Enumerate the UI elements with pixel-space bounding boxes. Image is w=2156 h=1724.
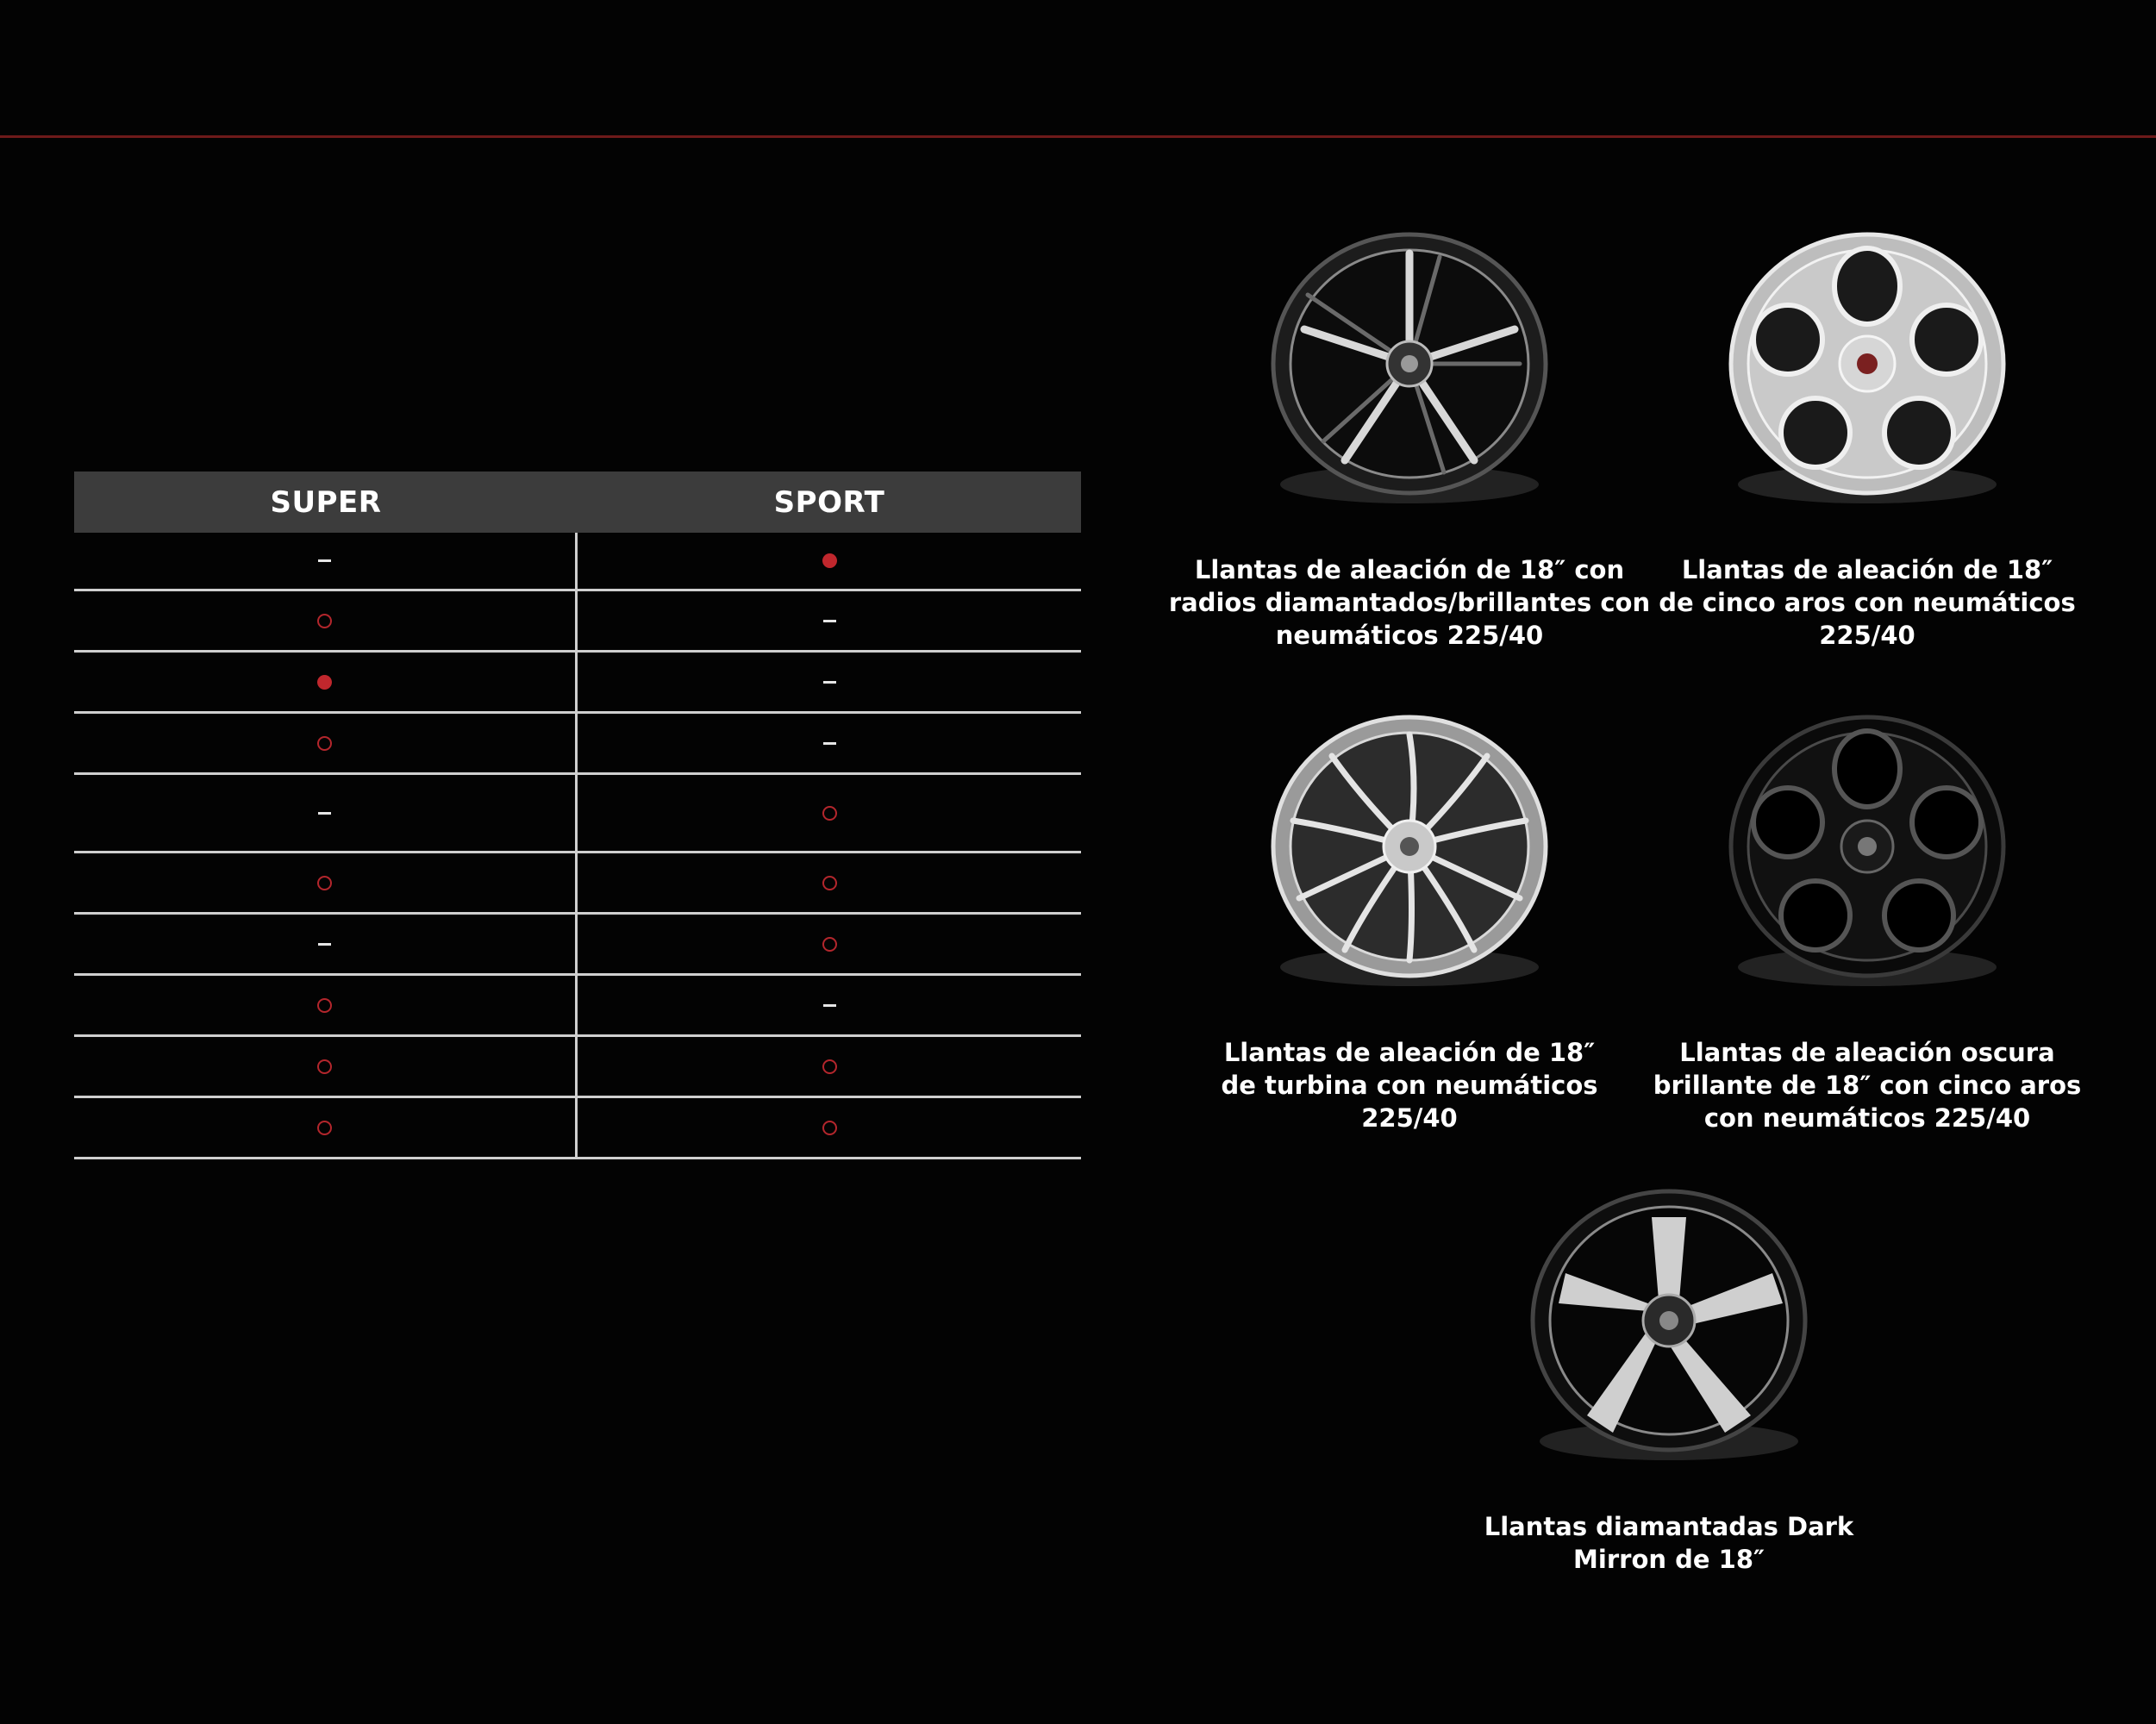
cell-super xyxy=(74,976,578,1034)
table-row xyxy=(74,1037,1081,1098)
optional-circle-icon xyxy=(317,614,332,628)
wheel-card-4 xyxy=(1626,709,2109,1134)
cell-sport xyxy=(578,533,1081,589)
table-row xyxy=(74,976,1081,1037)
cell-sport xyxy=(578,1098,1081,1157)
column-header-sport: SPORT xyxy=(773,484,885,520)
table-header xyxy=(74,472,1081,533)
cell-sport xyxy=(578,653,1081,711)
cell-super xyxy=(74,653,578,711)
optional-circle-icon xyxy=(822,876,837,890)
cell-super xyxy=(74,915,578,973)
table-row xyxy=(74,915,1081,976)
five-ring-silver-wheel-icon xyxy=(1703,226,2031,519)
table-row xyxy=(74,1098,1081,1159)
cell-super xyxy=(74,591,578,650)
cell-sport xyxy=(578,976,1081,1034)
five-ring-dark-wheel-icon xyxy=(1703,709,2031,1002)
table-row xyxy=(74,653,1081,714)
wheel-caption-2: Llantas de aleación de 18″ de cinco aros con neumáticos 225/40 xyxy=(1659,555,2076,650)
table-row xyxy=(74,533,1081,591)
not-available-dash-icon xyxy=(823,620,836,622)
cell-super xyxy=(74,775,578,851)
cell-sport xyxy=(578,714,1081,772)
wheel-graphic xyxy=(1505,1183,1833,1476)
wheel-card-2 xyxy=(1626,226,2109,652)
table-body xyxy=(74,533,1081,1159)
optional-circle-icon xyxy=(822,1121,837,1135)
table-row xyxy=(74,714,1081,775)
cell-sport xyxy=(578,915,1081,973)
table-row xyxy=(74,775,1081,853)
cell-super xyxy=(74,853,578,912)
column-header-super: SUPER xyxy=(270,484,382,520)
wheel-caption-5: Llantas diamantadas Dark Mirron de 18″ xyxy=(1484,1512,1854,1574)
cell-sport xyxy=(578,1037,1081,1096)
not-available-dash-icon xyxy=(823,742,836,745)
top-divider-line xyxy=(0,135,2156,138)
wheel-caption-3: Llantas de aleación de 18″ de turbina con neumáticos 225/40 xyxy=(1221,1038,1598,1133)
not-available-dash-icon xyxy=(823,1004,836,1007)
standard-dot-icon xyxy=(822,553,837,568)
standard-dot-icon xyxy=(317,675,332,690)
wheel-card-3 xyxy=(1168,709,1651,1134)
wheel-graphic xyxy=(1703,709,2031,1002)
wheel-graphic xyxy=(1246,226,1573,519)
not-available-dash-icon xyxy=(823,681,836,684)
turbine-silver-wheel-icon xyxy=(1246,709,1573,1002)
cell-super xyxy=(74,533,578,589)
optional-circle-icon xyxy=(317,1121,332,1135)
table-row xyxy=(74,853,1081,915)
cell-super xyxy=(74,714,578,772)
cell-sport xyxy=(578,591,1081,650)
optional-circle-icon xyxy=(822,806,837,821)
optional-circle-icon xyxy=(317,998,332,1013)
trim-equipment-table xyxy=(74,472,1081,1159)
cell-sport xyxy=(578,775,1081,851)
optional-circle-icon xyxy=(317,876,332,890)
wheel-graphic xyxy=(1703,226,2031,519)
split-spoke-diamond-cut-wheel-icon xyxy=(1246,226,1573,519)
wheel-caption-4: Llantas de aleación oscura brillante de 18″ con cinco aros con neumáticos 225/40 xyxy=(1653,1038,2082,1133)
table-row xyxy=(74,591,1081,653)
optional-circle-icon xyxy=(317,1059,332,1074)
not-available-dash-icon xyxy=(318,812,331,815)
wheel-card-5 xyxy=(1428,1183,1910,1576)
optional-circle-icon xyxy=(822,937,837,952)
wheel-caption-1: Llantas de aleación de 18″ con radios diamantados/brillantes con neumáticos 225/40 xyxy=(1168,555,1651,650)
cell-super xyxy=(74,1037,578,1096)
wheel-graphic xyxy=(1246,709,1573,1002)
not-available-dash-icon xyxy=(318,559,331,562)
optional-circle-icon xyxy=(317,736,332,751)
not-available-dash-icon xyxy=(318,943,331,946)
dark-mirron-wheel-icon xyxy=(1505,1183,1833,1476)
optional-circle-icon xyxy=(822,1059,837,1074)
wheel-card-1 xyxy=(1168,226,1651,652)
cell-super xyxy=(74,1098,578,1157)
cell-sport xyxy=(578,853,1081,912)
